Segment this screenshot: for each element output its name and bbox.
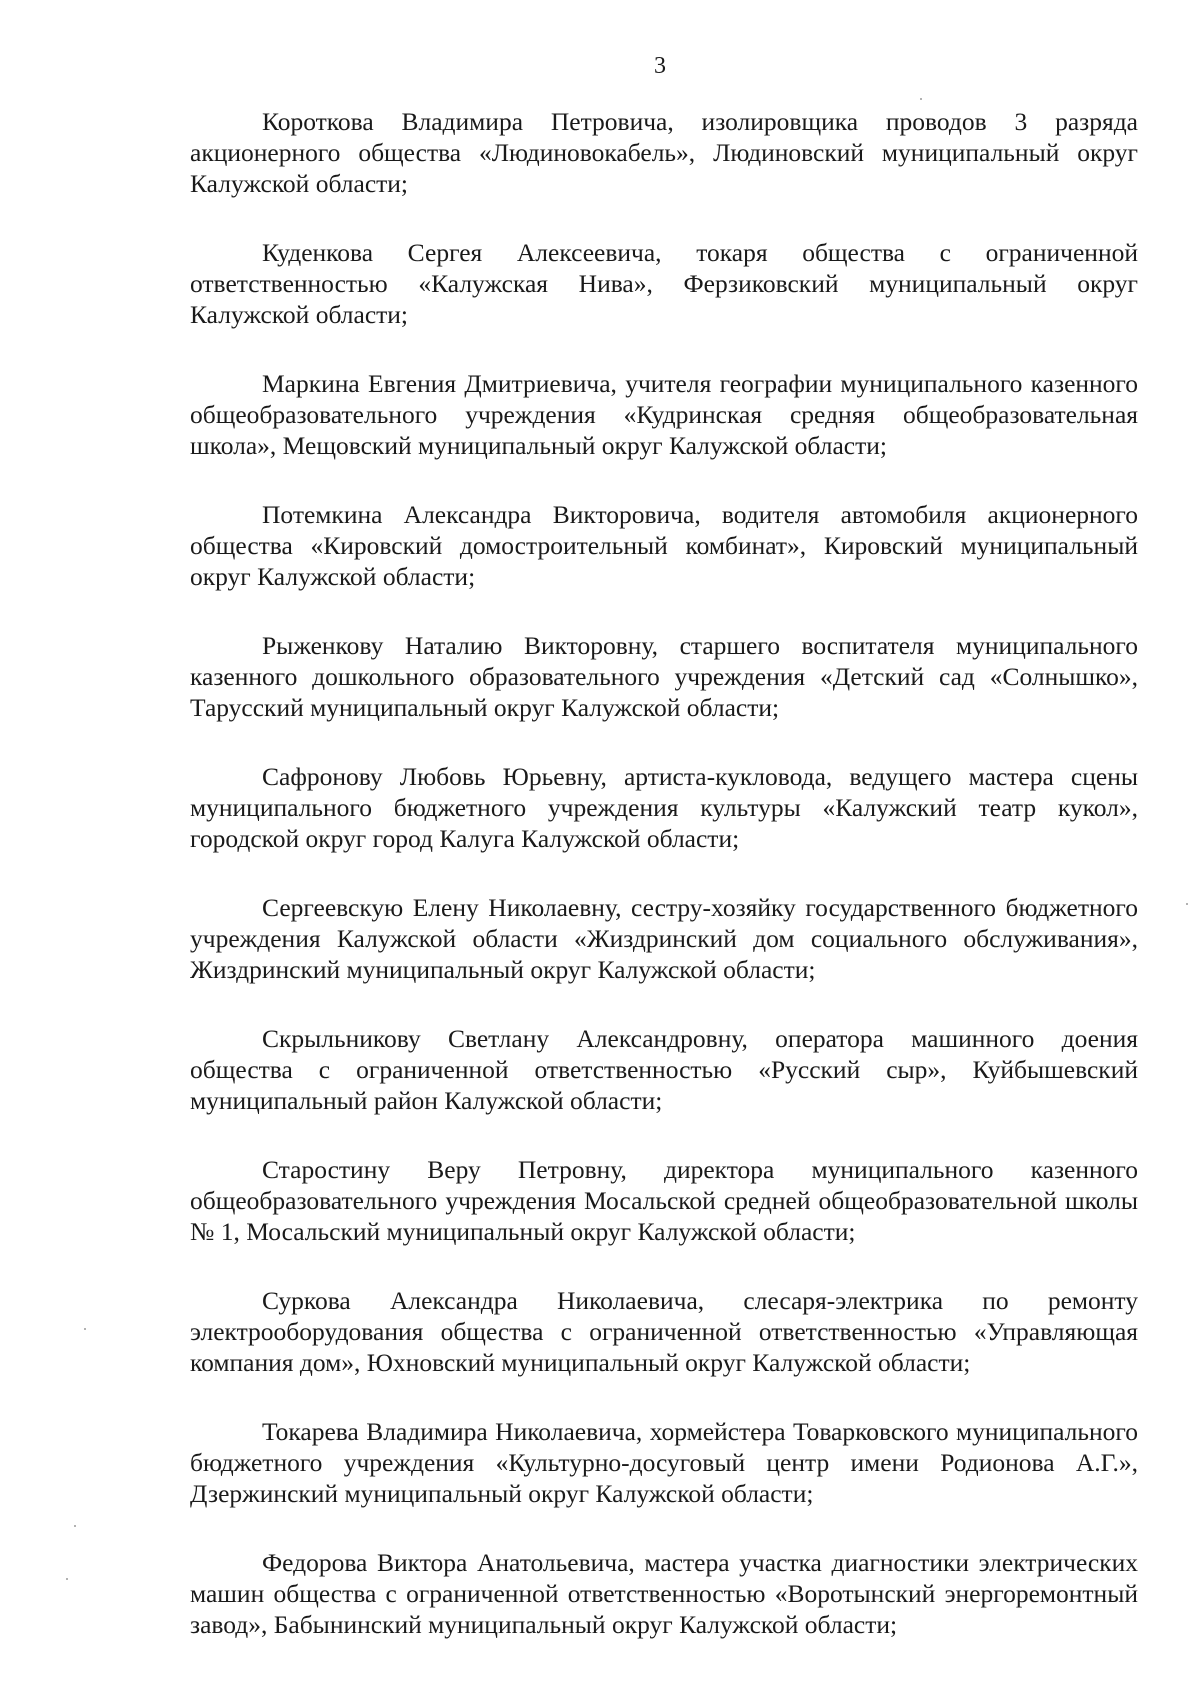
scan-speck xyxy=(74,1525,76,1527)
list-item: Сафронову Любовь Юрьевну, артиста-кукловода, ведущего мастера сцены муниципального бюджетного учреждения культуры «Калужский театр кукол», городской округ город Калуга Калужской области; xyxy=(190,762,1138,853)
list-item: Федорова Виктора Анатольевича, мастера участка диагностики электрических машин общества с ограниченной ответственностью «Воротынский энергоремонтный завод», Бабынинский муниципальный округ Калужской области; xyxy=(190,1548,1138,1639)
page-number: 3 xyxy=(654,53,666,79)
award-list xyxy=(190,106,1138,1640)
scan-speck xyxy=(66,1578,68,1580)
list-item: Рыженкову Наталию Викторовну, старшего воспитателя муниципального казенного дошкольного образовательного учреждения «Детский сад «Солнышко», Тарусский муниципальный округ Калужской области; xyxy=(190,631,1138,722)
list-item: Короткова Владимира Петровича, изолировщика проводов 3 разряда акционерного общества «Людиновокабель», Людиновский муниципальный округ Калужской области; xyxy=(190,107,1138,198)
list-item: Скрыльникову Светлану Александровну, оператора машинного доения общества с ограниченной ответственностью «Русский сыр», Куйбышевский муниципальный район Калужской области; xyxy=(190,1024,1138,1115)
list-item: Куденкова Сергея Алексеевича, токаря общества с ограниченной ответственностью «Калужская Нива», Ферзиковский муниципальный округ Калужской области; xyxy=(190,238,1138,329)
list-item: Токарева Владимира Николаевича, хормейстера Товарковского муниципального бюджетного учреждения «Культурно-досуговый центр имени Родионова А.Г.», Дзержинский муниципальный округ Калужской области; xyxy=(190,1417,1138,1508)
list-item: Старостину Веру Петровну, директора муниципального казенного общеобразовательного учреждения Мосальской средней общеобразовательной школы № 1, Мосальский муниципальный округ Калужской области; xyxy=(190,1155,1138,1246)
scan-speck xyxy=(920,98,922,100)
list-item: Потемкина Александра Викторовича, водителя автомобиля акционерного общества «Кировский домостроительный комбинат», Кировский муниципальный округ Калужской области; xyxy=(190,500,1138,591)
list-item: Маркина Евгения Дмитриевича, учителя географии муниципального казенного общеобразовательного учреждения «Кудринская средняя общеобразовательная школа», Мещовский муниципальный округ Калужской области; xyxy=(190,369,1138,460)
list-item: Суркова Александра Николаевича, слесаря-электрика по ремонту электрооборудования общества с ограниченной ответственностью «Управляющая компания дом», Юхновский муниципальный округ Калужской области; xyxy=(190,1286,1138,1377)
list-item: Сергеевскую Елену Николаевну, сестру-хозяйку государственного бюджетного учреждения Калужской области «Жиздринский дом социального обслуживания», Жиздринский муниципальный округ Калужской области; xyxy=(190,893,1138,984)
scan-speck xyxy=(1186,903,1188,905)
scan-speck xyxy=(84,1328,86,1330)
